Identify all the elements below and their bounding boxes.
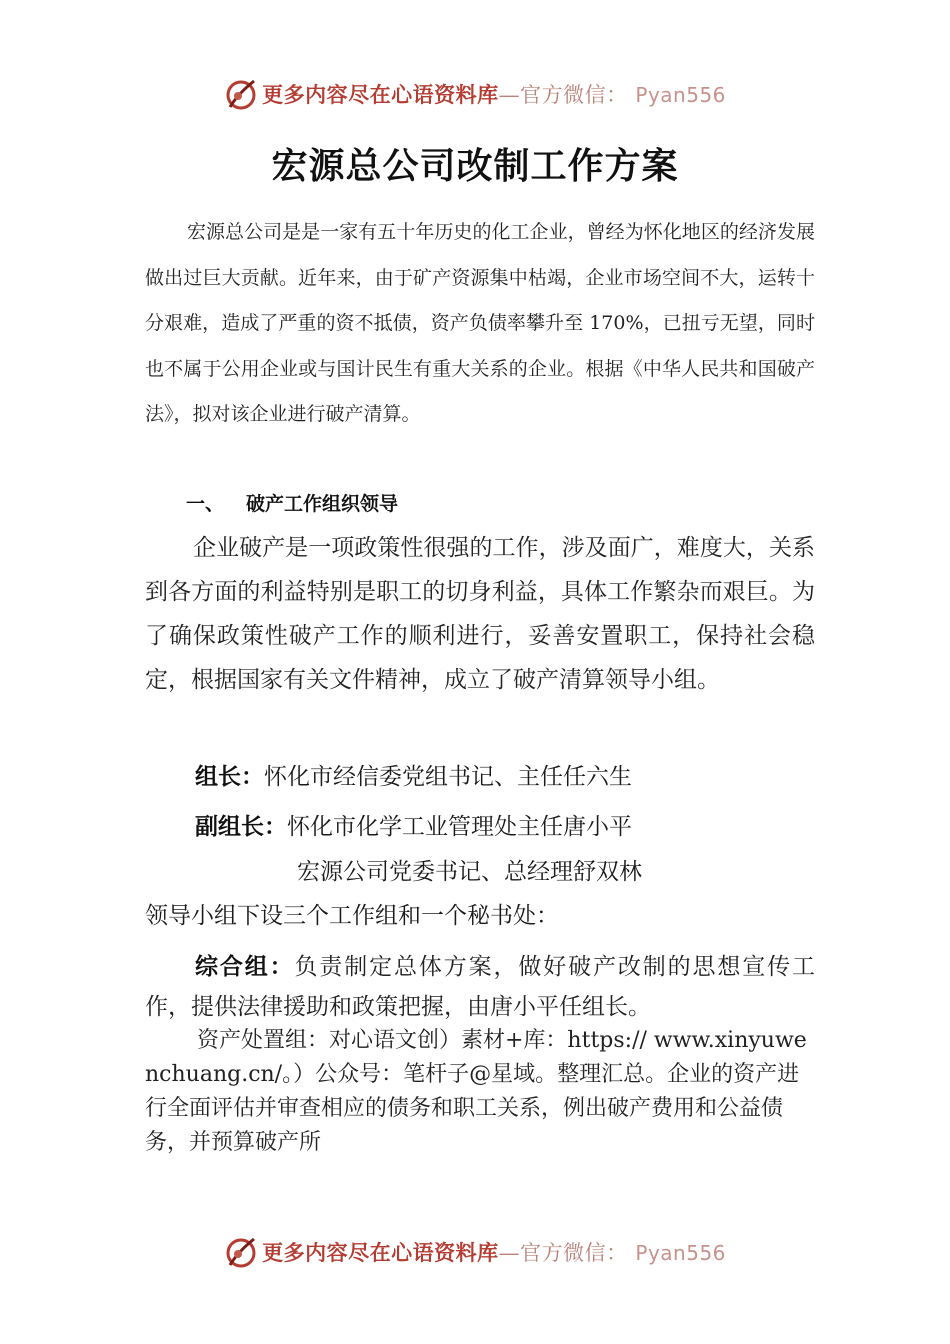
comprehensive-group-paragraph bbox=[145, 947, 815, 1027]
section-heading-1 bbox=[186, 489, 398, 516]
watermark-banner-bottom bbox=[0, 1230, 950, 1274]
watermark-dash: — bbox=[498, 83, 521, 107]
deputy-line bbox=[195, 808, 632, 841]
watermark-dash: — bbox=[498, 1241, 521, 1265]
section1-paragraph: 企业破产是一项政策性很强的工作，涉及面广，难度大，关系到各方面的利益特别是职工的切身利益，具体工作繁杂而艰巨。为了确保政策性破产工作的顺利进行，妥善安置职工，保持社会稳定，根据国家有关文件精神，成立了破产清算领导小组。 bbox=[145, 535, 815, 693]
watermark-wechat-id: Pyan556 bbox=[635, 83, 726, 107]
deputy-value-1: 怀化市化学工业管理处主任唐小平 bbox=[287, 814, 632, 840]
assets-group-paragraph: 资产处置组：对心语文创）素材+库：https:// www.xinyuwenchuang.cn/。）公众号：笔杆子@星域。整理汇总。企业的资产进行全面评估并审查相应的债务和职工关系，例出破产费用和公益债务，并预算破产所 bbox=[145, 1028, 807, 1155]
watermark-text bbox=[262, 79, 726, 109]
groups-intro: 领导小组下设三个工作组和一个秘书处： bbox=[145, 903, 559, 929]
brush-logo-icon bbox=[224, 1235, 258, 1269]
comprehensive-label: 综合组： bbox=[195, 954, 295, 980]
watermark-text bbox=[262, 1237, 726, 1267]
watermark-wechat-label: 官方微信： bbox=[520, 1241, 628, 1265]
document-title: 宏源总公司改制工作方案 bbox=[271, 146, 679, 187]
watermark-main: 更多内容尽在心语资料库 bbox=[262, 82, 499, 107]
intro-paragraph: 宏源总公司是是一家有五十年历史的化工企业，曾经为怀化地区的经济发展做出过巨大贡献。近年来，由于矿产资源集中枯竭，企业市场空间不大，运转十分艰难，造成了严重的资不抵债，资产负债率攀升至 170%，已扭亏无望，同时也不属于公用企业或与国计民生有重大关系的企业。根据《中华人民共和国破产法》，拟对该企业进行破产清算。 bbox=[145, 221, 815, 425]
watermark-wechat-label: 官方微信： bbox=[520, 83, 628, 107]
section-number: 一、 bbox=[186, 493, 225, 515]
brush-logo-icon bbox=[224, 77, 258, 111]
leader-value: 怀化市经信委党组书记、主任任六生 bbox=[264, 764, 632, 790]
section-title: 破产工作组织领导 bbox=[246, 493, 399, 515]
watermark-banner-top bbox=[0, 72, 950, 116]
watermark-main: 更多内容尽在心语资料库 bbox=[262, 1240, 499, 1265]
leader-label: 组长： bbox=[195, 764, 264, 790]
deputy-label: 副组长： bbox=[195, 814, 287, 840]
deputy-value-2: 宏源公司党委书记、总经理舒双林 bbox=[297, 859, 642, 885]
comprehensive-text: 负责制定总体方案，做好破产改制的思想宣传工作，提供法律援助和政策把握，由唐小平任组长。 bbox=[145, 954, 815, 1020]
leader-line bbox=[195, 758, 632, 791]
watermark-wechat-id: Pyan556 bbox=[635, 1241, 726, 1265]
deputy-line-2 bbox=[297, 853, 642, 886]
